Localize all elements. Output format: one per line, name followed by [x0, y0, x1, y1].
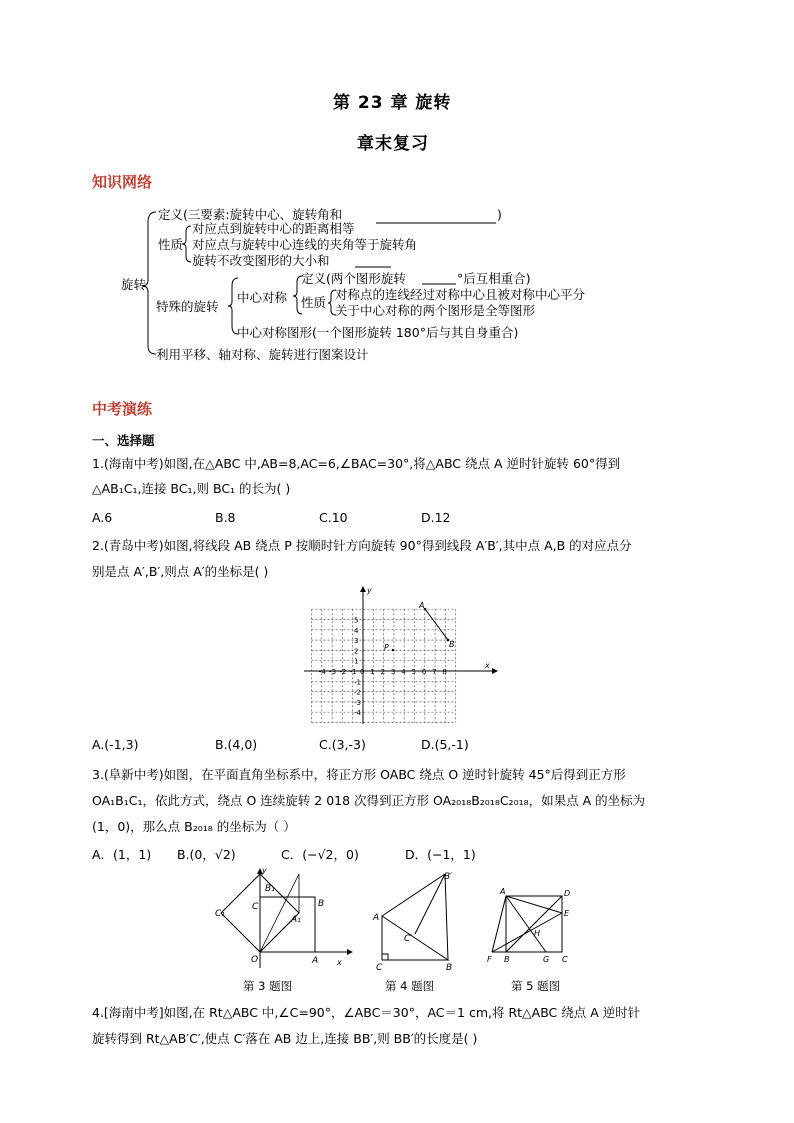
section-choice: 一、选择题	[92, 433, 155, 448]
point-p	[392, 649, 395, 652]
tree-prop2: 对应点与旋转中心连线的夹角等于旋转角	[192, 237, 418, 252]
q3-line2: OA₁B₁C₁，依此方式，绕点 O 连续旋转 2 018 次得到正方形 OA₂₀₁₈B₂₀₁₈C₂₀₁₈，如果点 A 的坐标为	[92, 793, 646, 808]
fig3-label-y: y	[262, 866, 267, 875]
x-tick-label: 3	[390, 668, 396, 676]
q2-option-d: D.(5,-1)	[421, 737, 469, 752]
tree-cs-prop-label: 性质	[301, 295, 327, 310]
tree-cs-prop2: 关于中心对称的两个图形是全等图形	[335, 303, 536, 318]
fig3-label-c: C	[252, 902, 259, 912]
q1-option-c: C.10	[319, 510, 348, 525]
tree-cs-def: 定义(两个图形旋转	[301, 271, 406, 286]
x-tick-label: 6	[421, 668, 427, 676]
fig4-label-c-prime: C′	[404, 934, 413, 944]
q2-line1: 2.(青岛中考)如图,将线段 AB 绕点 P 按顺时针方向旋转 90°得到线段 A′B′,其中点 A,B 的对应点分	[92, 538, 632, 553]
tree-design: 利用平移、轴对称、旋转进行图案设计	[156, 347, 369, 362]
y-tick-label: -1	[354, 678, 361, 687]
tree-def-end: )	[497, 207, 502, 222]
x-tick-label: 4	[401, 668, 406, 676]
fig3-square-rotation	[215, 864, 355, 974]
section-title: 章末复习	[357, 134, 429, 154]
x-tick-label: 5	[411, 668, 416, 676]
label-b: B	[449, 640, 455, 649]
y-axis-label: y	[367, 586, 372, 595]
tree-root: 旋转	[121, 277, 147, 292]
tree-cs-figure: 中心对称图形(一个图形旋转 180°后与其自身重合)	[237, 325, 519, 340]
x-tick-label: 7	[432, 668, 437, 676]
fig5-label-e: E	[564, 909, 570, 918]
x-axis-label: x	[485, 661, 490, 670]
x-tick-label: -3	[329, 668, 337, 676]
chapter-title: 第 23 章 旋转	[333, 93, 452, 113]
q1-line2: △AB₁C₁,连接 BC₁,则 BC₁ 的长为( )	[92, 481, 291, 496]
knowledge-brackets	[0, 0, 794, 380]
tree-prop3: 旋转不改变图形的大小和	[192, 253, 330, 268]
fig4-label-b-prime: B′	[444, 872, 453, 882]
fig3-label-a1: A₁	[291, 915, 301, 925]
fig4-rotated-triangle	[370, 868, 470, 973]
x-tick-label: -1	[349, 668, 357, 676]
fig3-label-b1: B₁	[265, 884, 275, 894]
tree-prop1: 对应点到旋转中心的距离相等	[192, 221, 355, 236]
q2-option-c: C.(3,-3)	[319, 737, 366, 752]
caption-fig5: 第 5 题图	[511, 979, 561, 993]
fig5-label-a: A	[500, 887, 506, 896]
fig3-label-o: O	[251, 955, 259, 965]
fig5-label-c: C	[562, 955, 568, 964]
fig4-label-c: C	[376, 963, 383, 973]
caption-fig4: 第 4 题图	[385, 979, 435, 993]
fig5-label-b: B	[504, 955, 510, 964]
q1-line1: 1.(海南中考)如图,在△ABC 中,AB=8,AC=6,∠BAC=30°,将△ABC 绕点 A 逆时针旋转 60°得到	[92, 456, 621, 471]
tree-cs-prop1: 对称点的连线经过对称中心且被对称中心平分	[335, 287, 586, 302]
y-tick-label: 3	[354, 637, 359, 646]
q2-option-a: A.(-1,3)	[92, 737, 139, 752]
tree-cs-def-end: °后互相重合)	[457, 271, 531, 286]
x-tick-label: 2	[380, 668, 386, 676]
q4-line2: 旋转得到 Rt△AB′C′,使点 C′落在 AB 边上,连接 BB′,则 BB′的长度是( )	[92, 1031, 478, 1046]
fig5-label-g: G	[543, 955, 550, 964]
y-tick-label: -2	[354, 688, 361, 697]
tree-center-sym: 中心对称	[237, 290, 288, 305]
knowledge-heading: 知识网络	[92, 173, 153, 191]
y-tick-label: -3	[354, 698, 361, 707]
x-tick-label: 0	[360, 668, 365, 676]
fig3-label-c1: C₁	[215, 909, 225, 919]
q1-option-a: A.6	[92, 510, 113, 525]
fig3-label-a: A	[312, 956, 319, 966]
q3-line1: 3.(阜新中考)如图，在平面直角坐标系中，将正方形 OABC 绕点 O 逆时针旋转 45°后得到正方形	[92, 767, 626, 782]
tree-special: 特殊的旋转	[156, 299, 219, 314]
q2-line2: 别是点 A′,B′,则点 A′的坐标是( )	[92, 564, 269, 579]
label-p: P	[384, 643, 389, 652]
y-tick-label: -4	[354, 709, 361, 718]
q4-line1: 4.[海南中考]如图,在 Rt△ABC 中,∠C=90°，∠ABC＝30°，AC＝1 cm,将 Rt△ABC 绕点 A 逆时针	[92, 1005, 641, 1020]
q3-option-a: A．(1，1)	[92, 847, 152, 862]
label-a: A	[419, 601, 425, 610]
y-tick-label: 2	[354, 647, 359, 656]
fig3-label-b: B	[318, 899, 325, 909]
tree-prop-label: 性质	[158, 237, 184, 252]
fig4-label-b: B	[446, 963, 453, 973]
x-tick-label: 1	[370, 668, 375, 676]
q3-line3: (1，0)，那么点 B₂₀₁₈ 的坐标为（ ）	[92, 819, 296, 834]
q1-option-d: D.12	[421, 510, 451, 525]
tree-def: 定义(三要素:旋转中心、旋转角和	[158, 207, 343, 222]
q2-option-b: B.(4,0)	[215, 737, 258, 752]
y-tick-label: 1	[354, 657, 359, 666]
fig5-label-h: H	[534, 929, 541, 938]
x-tick-label: 8	[442, 668, 447, 676]
x-tick-label: -4	[318, 668, 326, 676]
y-tick-label: 5	[354, 616, 359, 625]
x-tick-label: -2	[339, 668, 347, 676]
fig5-square-figure	[484, 886, 584, 974]
q3-option-c: C．(−√2，0)	[281, 847, 359, 862]
fig3-label-x: x	[337, 958, 342, 967]
y-tick-label: 4	[354, 626, 359, 635]
q2-grid-figure	[300, 584, 500, 730]
exam-heading: 中考演练	[92, 400, 153, 418]
q1-option-b: B.8	[215, 510, 236, 525]
caption-fig3: 第 3 题图	[243, 979, 293, 993]
fig5-label-d: D	[564, 889, 571, 898]
segment-ab	[425, 609, 448, 640]
q3-option-d: D．(−1，1)	[405, 847, 476, 862]
fig5-label-f: F	[487, 955, 492, 964]
fig4-label-a: A	[373, 913, 380, 923]
q3-option-b: B.(0，√2)	[177, 847, 236, 862]
